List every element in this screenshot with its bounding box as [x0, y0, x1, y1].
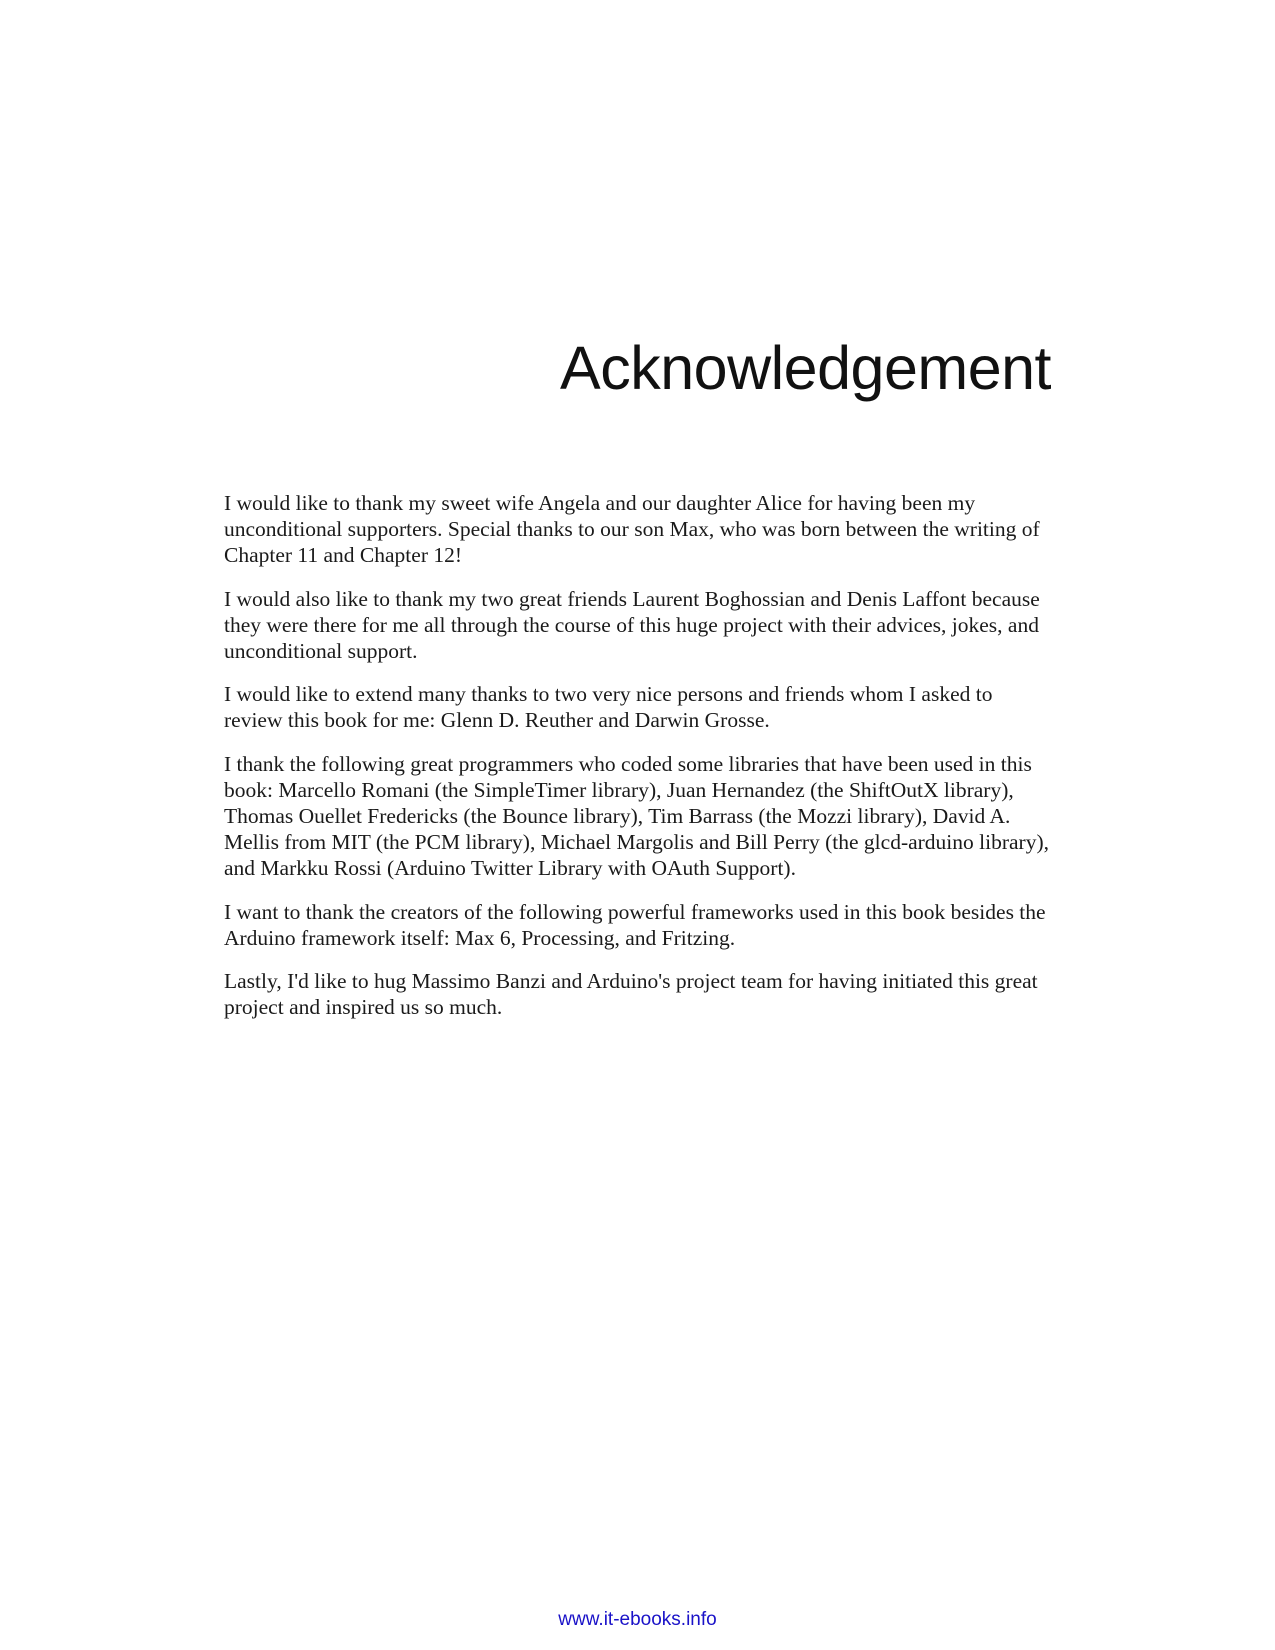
paragraph-6: Lastly, I'd like to hug Massimo Banzi and Arduino's project team for having initiated this great project and inspired us so much. — [224, 969, 1038, 1020]
page-title: Acknowledgement — [560, 334, 1051, 402]
paragraph-1: I would like to thank my sweet wife Angela and our daughter Alice for having been my unconditional supporters. Special thanks to our son Max, who was born between the writing of Chapter 11 and Chapter 12! — [224, 491, 1040, 568]
acknowledgement-body — [224, 490, 1054, 1037]
footer-website-link[interactable]: www.it-ebooks.info — [558, 1609, 717, 1630]
paragraph-2: I would also like to thank my two great friends Laurent Boghossian and Denis Laffont because they were there for me all through the course of this huge project with their advices, jokes, and unconditional support. — [224, 586, 1040, 664]
paragraph-4: I thank the following great programmers who coded some libraries that have been used in this book: Marcello Romani (the SimpleTimer library), Juan Hernandez (the ShiftOutX library), Thomas Ouellet Fredericks (the Bounce library), Tim Barrass (the Mozzi library), David A. Mellis from MIT (the PCM library), Michael Margolis and Bill Perry (the glcd-arduino library), and Markku Rossi (Arduino Twitter Library with OAuth Support). — [224, 751, 1049, 881]
paragraph-3: I would like to extend many thanks to two very nice persons and friends whom I asked to review this book for me: Glenn D. Reuther and Darwin Grosse. — [224, 682, 993, 733]
paragraph-5: I want to thank the creators of the following powerful frameworks used in this book besides the Arduino framework itself: Max 6, Processing, and Fritzing. — [224, 899, 1046, 950]
